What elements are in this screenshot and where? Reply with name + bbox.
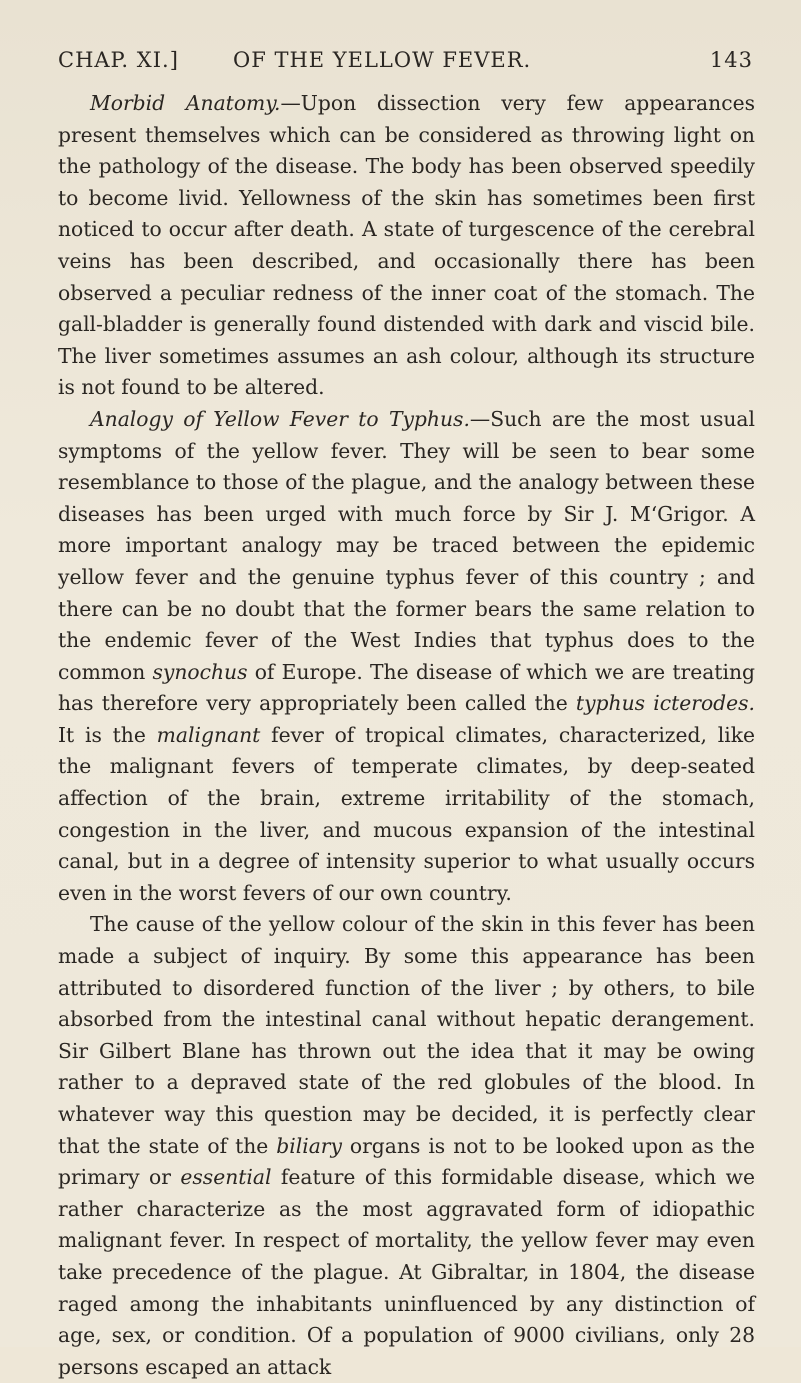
running-head [58,48,753,80]
page-body [58,88,755,1383]
paragraph-text: of Europe. The disease of which we are treating has therefore very appropriately been called the [58,659,755,716]
paragraph-text: organs is not to be looked upon as the primary or [58,1133,755,1190]
italic-term: biliary [276,1133,342,1158]
paragraph-yellow-colour [58,909,755,1383]
paragraph-text: The cause of the yellow colour of the skin in this fever has been made a subject of inquiry. By some this appearance has been attributed to disordered function of the liver ; by others, to bile absorbed from the intestinal canal without hepatic derangement. Sir Gilbert Blane has thrown out the idea that it may be owing rather to a depraved state of the red globules of the blood. In whatever way this question may be decided, it is perfectly clear that the state of the [58,912,755,1158]
italic-term: synochus [152,659,248,684]
paragraph-text: feature of this formidable disease, which we rather characterize as the most aggravated form of idiopathic malignant fever. In respect of mortality, the yellow fever may even take precedence of the plague. At Gibraltar, in 1804, the disease raged among the inhabitants uninfluenced by any distinction of age, sex, or condition. Of a population of 9000 civilians, only 28 persons escaped an attack [58,1165,755,1379]
italic-term: malignant [156,722,261,747]
paragraph-text: —Upon dissection very few appearances present themselves which can be considered as throwing light on the pathology of the disease. The body has been observed speedily to become livid. Yellowness of the skin has sometimes been first noticed to occur after death. A state of turgescence of the cerebral veins has been described, and occasionally there has been observed a peculiar redness of the inner coat of the stomach. The gall-bladder is generally found distended with dark and viscid bile. The liver sometimes assumes an ash colour, although its structure is not found to be altered. [58,91,755,400]
paragraph-text: It is the [58,722,157,747]
paragraph-text: fever of tropical climates, characterized, like the malignant fevers of temperate climates, by deep-seated affection of the brain, extreme irritability of the stomach, congestion in the liver, and mucous expansion of the intestinal canal, but in a degree of intensity superior to what usually occurs even in the worst fevers of our own country. [58,722,755,905]
page-number: 143 [709,48,753,72]
running-title: OF THE YELLOW FEVER. [233,48,532,72]
chapter-label: CHAP. XI.] [58,48,179,72]
italic-term: typhus icterodes. [575,691,755,716]
italic-term: essential [180,1165,272,1190]
paragraph-morbid-anatomy [58,88,755,404]
section-heading-morbid-anatomy: Morbid Anatomy. [90,91,281,115]
section-heading-analogy: Analogy of Yellow Fever to Typhus. [90,406,470,431]
paragraph-text: —Such are the most usual symptoms of the yellow fever. They will be seen to bear some resemblance to those of the plague, and the analogy between these diseases has been urged with much force by Sir J. M‘Grigor. A more important analogy may be traced between the epidemic yellow fever and the genuine typhus fever of this country ; and there can be no doubt that the former bears the same relation to the endemic fever of the West Indies that typhus does to the common [58,406,755,684]
paragraph-analogy-typhus [58,404,755,910]
